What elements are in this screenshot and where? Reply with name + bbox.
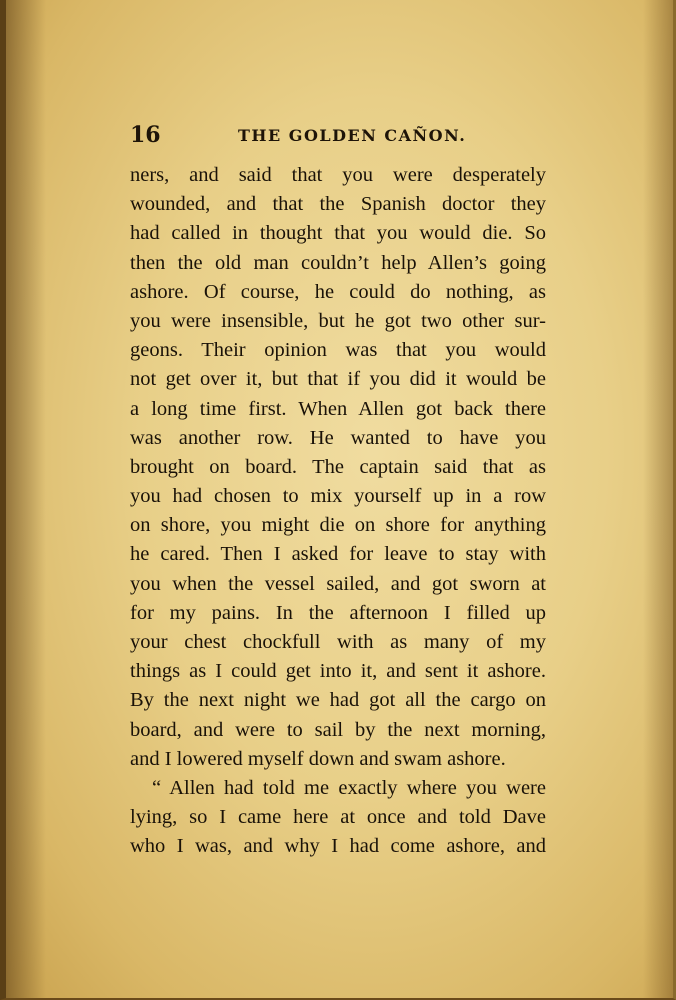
text-line: ners, and said that you were desperately	[130, 164, 546, 186]
running-title: THE GOLDEN CAÑON.	[238, 126, 467, 145]
text-line: wounded, and that the Spanish doctor they	[130, 193, 546, 216]
text-line: By the next night we had got all the cargo on	[130, 689, 546, 712]
page-number: 16	[130, 122, 161, 148]
text-line: had called in thought that you would die. So	[130, 222, 546, 245]
text-line: you when the vessel sailed, and got sworn at	[130, 572, 546, 595]
text-line: he cared. Then I asked for leave to stay with	[130, 543, 546, 566]
text-line: then the old man couldn’t help Allen’s going	[130, 251, 546, 274]
body-text	[130, 161, 546, 862]
text-line: your chest chockfull with as many of my	[130, 631, 546, 653]
text-line: on shore, you might die on shore for anything	[130, 514, 546, 537]
text-line: lying, so I came here at once and told Dave	[130, 806, 546, 829]
text-line: and I lowered myself down and swam ashore.	[130, 747, 506, 770]
text-line: geons. Their opinion was that you would	[130, 339, 546, 362]
text-line: was another row. He wanted to have you	[130, 426, 546, 449]
text-line: you were insensible, but he got two other sur-	[130, 309, 546, 332]
text-line: for my pains. In the afternoon I filled up	[130, 601, 546, 624]
text-line: “ Allen had told me exactly where you were	[152, 776, 546, 799]
text-line: things as I could get into it, and sent it ashore.	[130, 660, 546, 683]
text-line: board, and were to sail by the next morning,	[130, 718, 546, 741]
text-line: you had chosen to mix yourself up in a row	[130, 485, 546, 508]
text-line: brought on board. The captain said that as	[130, 455, 546, 478]
text-line: who I was, and why I had come ashore, and	[130, 835, 546, 858]
text-line: not get over it, but that if you did it would be	[130, 368, 546, 391]
text-line: a long time first. When Allen got back there	[130, 397, 546, 420]
text-line: ashore. Of course, he could do nothing, as	[130, 280, 546, 303]
running-head	[130, 122, 546, 152]
